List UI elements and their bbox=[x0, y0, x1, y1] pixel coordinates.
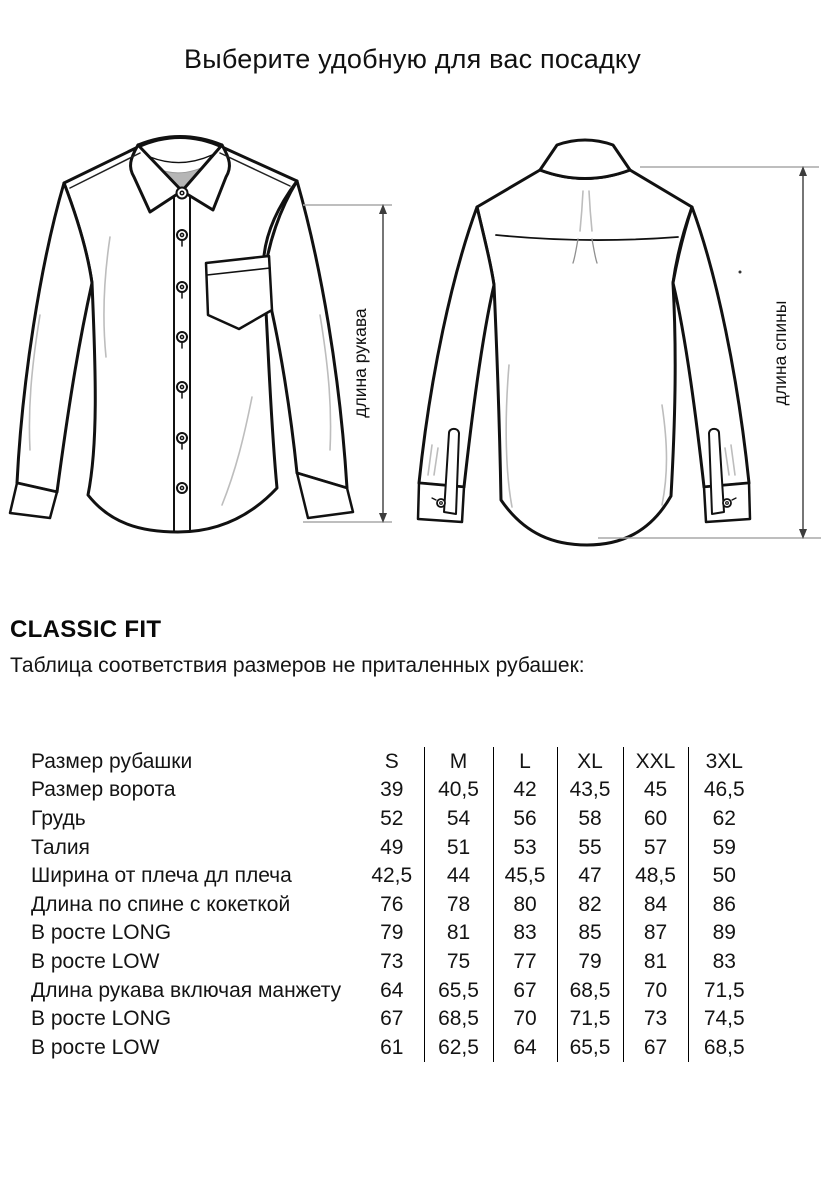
cell-value: 42 bbox=[493, 776, 557, 805]
cell-value: 86 bbox=[688, 890, 760, 919]
cell-value: L bbox=[493, 747, 557, 776]
table-row bbox=[31, 919, 760, 948]
table-row bbox=[31, 804, 760, 833]
back-shirt-drawing bbox=[418, 140, 750, 545]
section-heading: CLASSIC FIT bbox=[10, 616, 162, 643]
row-label: В росте LOW bbox=[31, 1035, 160, 1059]
front-shirt-drawing bbox=[10, 137, 353, 533]
cell-value: 55 bbox=[557, 833, 623, 862]
section-subheading: Таблица соответствия размеров не приталенных рубашек: bbox=[10, 654, 585, 677]
row-label: Ширина от плеча дл плеча bbox=[31, 864, 292, 888]
cell-value: 54 bbox=[424, 804, 493, 833]
cell-value: 45,5 bbox=[493, 861, 557, 890]
cell-value: 51 bbox=[424, 833, 493, 862]
cell-value: 82 bbox=[557, 890, 623, 919]
cell-value: 65,5 bbox=[557, 1033, 623, 1062]
cell-value: 50 bbox=[688, 861, 760, 890]
row-label: Длина рукава включая манжету bbox=[31, 978, 342, 1002]
row-label: Размер рубашки bbox=[31, 749, 193, 773]
row-label: Размер ворота bbox=[31, 778, 176, 802]
size-table-body bbox=[31, 747, 760, 1062]
cell-value: 67 bbox=[380, 1007, 404, 1031]
cell-value: 79 bbox=[557, 947, 623, 976]
cell-value: 48,5 bbox=[623, 861, 688, 890]
cell-value: 47 bbox=[557, 861, 623, 890]
cell-value: 70 bbox=[493, 1004, 557, 1033]
cell-value: 74,5 bbox=[688, 1004, 760, 1033]
page-title: Выберите удобную для вас посадку bbox=[184, 44, 641, 74]
cell-value: 61 bbox=[380, 1035, 404, 1059]
cell-value: 43,5 bbox=[557, 776, 623, 805]
cell-value: 45 bbox=[623, 776, 688, 805]
cell-value: 57 bbox=[623, 833, 688, 862]
table-row bbox=[31, 976, 760, 1005]
cell-value: 70 bbox=[623, 976, 688, 1005]
cell-value: 62 bbox=[688, 804, 760, 833]
cell-value: 83 bbox=[688, 947, 760, 976]
cell-value: 73 bbox=[623, 1004, 688, 1033]
cell-value: 76 bbox=[380, 892, 404, 916]
cell-value: 42,5 bbox=[371, 864, 413, 888]
table-row bbox=[31, 890, 760, 919]
speck-dot bbox=[739, 271, 742, 274]
row-label: Талия bbox=[31, 835, 90, 859]
cell-value: 71,5 bbox=[688, 976, 760, 1005]
cell-value: 79 bbox=[380, 921, 404, 945]
cell-value: 40,5 bbox=[424, 776, 493, 805]
cell-value: M bbox=[424, 747, 493, 776]
cell-value: 39 bbox=[380, 778, 404, 802]
cell-value: 56 bbox=[493, 804, 557, 833]
cell-value: 67 bbox=[493, 976, 557, 1005]
front-left-sleeve bbox=[17, 183, 92, 492]
cell-value: 85 bbox=[557, 919, 623, 948]
cell-value: 75 bbox=[424, 947, 493, 976]
sleeve-length-label: длина рукава bbox=[350, 308, 370, 418]
cell-value: 62,5 bbox=[424, 1033, 493, 1062]
cell-value: 89 bbox=[688, 919, 760, 948]
cell-value: 71,5 bbox=[557, 1004, 623, 1033]
cell-value: 73 bbox=[380, 949, 404, 973]
shirt-figure bbox=[0, 115, 825, 570]
back-length-label: длина спины bbox=[770, 300, 790, 406]
row-label: В росте LOW bbox=[31, 949, 160, 973]
cell-value: 84 bbox=[623, 890, 688, 919]
cell-value: 81 bbox=[424, 919, 493, 948]
cell-value: 68,5 bbox=[557, 976, 623, 1005]
row-label: Грудь bbox=[31, 806, 86, 830]
cell-value: 68,5 bbox=[424, 1004, 493, 1033]
cell-value: 58 bbox=[557, 804, 623, 833]
row-label: Длина по спине с кокеткой bbox=[31, 892, 291, 916]
cell-value: S bbox=[384, 749, 399, 773]
cell-value: 3XL bbox=[688, 747, 760, 776]
table-row bbox=[31, 776, 760, 805]
table-row bbox=[31, 747, 760, 776]
table-row bbox=[31, 947, 760, 976]
cell-value: 65,5 bbox=[424, 976, 493, 1005]
cell-value: 44 bbox=[424, 861, 493, 890]
cell-value: 80 bbox=[493, 890, 557, 919]
cell-value: 49 bbox=[380, 835, 404, 859]
cell-value: 53 bbox=[493, 833, 557, 862]
table-row bbox=[31, 833, 760, 862]
row-label: В росте LONG bbox=[31, 1007, 172, 1031]
size-table bbox=[31, 747, 760, 1062]
cell-value: 64 bbox=[493, 1033, 557, 1062]
cell-value: 64 bbox=[380, 978, 404, 1002]
row-label: В росте LONG bbox=[31, 921, 172, 945]
cell-value: 67 bbox=[623, 1033, 688, 1062]
cell-value: XL bbox=[557, 747, 623, 776]
cell-value: 46,5 bbox=[688, 776, 760, 805]
cell-value: 83 bbox=[493, 919, 557, 948]
cell-value: 68,5 bbox=[688, 1033, 760, 1062]
cell-value: 81 bbox=[623, 947, 688, 976]
front-right-sleeve bbox=[264, 181, 347, 488]
table-row bbox=[31, 1004, 760, 1033]
cell-value: 59 bbox=[688, 833, 760, 862]
cell-value: 78 bbox=[424, 890, 493, 919]
cell-value: XXL bbox=[623, 747, 688, 776]
cell-value: 52 bbox=[380, 806, 404, 830]
cell-value: 87 bbox=[623, 919, 688, 948]
cell-value: 77 bbox=[493, 947, 557, 976]
table-row bbox=[31, 861, 760, 890]
table-row bbox=[31, 1033, 760, 1062]
cell-value: 60 bbox=[623, 804, 688, 833]
back-collar bbox=[540, 140, 630, 179]
